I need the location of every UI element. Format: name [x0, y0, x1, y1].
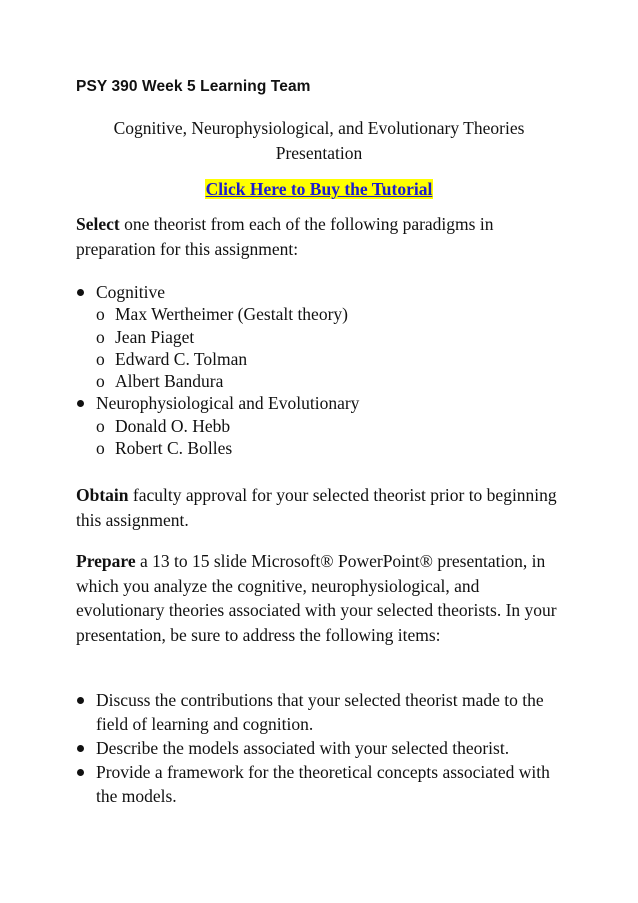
- prepare-lead: Prepare: [76, 551, 136, 571]
- subtitle-line-1: Cognitive, Neurophysiological, and Evolutionary Theories: [113, 118, 525, 138]
- paradigm-item-cognitive: [76, 281, 359, 303]
- document-heading: PSY 390 Week 5 Learning Team: [76, 78, 311, 95]
- paradigm-list: [76, 281, 359, 459]
- subtitle-line-2: Presentation: [275, 143, 363, 163]
- theorist-name: Max Wertheimer (Gestalt theory): [115, 304, 348, 325]
- requirement-item: [76, 688, 566, 736]
- theorist-name: Donald O. Hebb: [115, 415, 231, 436]
- obtain-text: faculty approval for your selected theorist prior to beginning this assignment.: [76, 485, 557, 530]
- buy-tutorial-link[interactable]: Click Here to Buy the Tutorial: [205, 179, 433, 199]
- select-paragraph: [76, 212, 566, 261]
- bullet-icon: [77, 745, 84, 752]
- select-text: one theorist from each of the following paradigms in preparation for this assignment:: [76, 214, 494, 259]
- bullet-icon: [77, 400, 84, 407]
- requirement-item: [76, 760, 566, 808]
- theorist-name: Albert Bandura: [115, 371, 224, 392]
- bullet-icon: [77, 289, 84, 296]
- sub-bullet-icon: o: [96, 304, 105, 325]
- obtain-paragraph: [76, 483, 566, 532]
- theorist-item: [76, 348, 359, 370]
- theorist-name: Edward C. Tolman: [115, 348, 248, 369]
- document-subtitle: [76, 116, 562, 166]
- buy-link-container: [0, 177, 638, 201]
- theorist-item: [76, 326, 359, 348]
- theorist-item: [76, 303, 359, 325]
- select-lead: Select: [76, 214, 120, 234]
- theorist-name: Jean Piaget: [115, 326, 195, 347]
- sub-bullet-icon: o: [96, 415, 105, 436]
- requirement-text: Provide a framework for the theoretical concepts associated with the models.: [96, 762, 550, 806]
- requirement-text: Describe the models associated with your selected theorist.: [96, 738, 510, 758]
- requirement-text: Discuss the contributions that your selected theorist made to the field of learning and cognition.: [96, 690, 544, 734]
- paradigm-label: Neurophysiological and Evolutionary: [96, 393, 360, 414]
- sub-bullet-icon: o: [96, 326, 105, 347]
- sub-bullet-icon: o: [96, 371, 105, 392]
- sub-bullet-icon: o: [96, 438, 105, 459]
- sub-bullet-icon: o: [96, 348, 105, 369]
- bullet-icon: [77, 697, 84, 704]
- theorist-item: [76, 415, 359, 437]
- prepare-text: a 13 to 15 slide Microsoft® PowerPoint® presentation, in which you analyze the cognitive, neurophysiological, and evolutionary theories associated with your selected theorists. In your presentation, be sure to address the following items:: [76, 551, 557, 645]
- theorist-name: Robert C. Bolles: [115, 438, 233, 459]
- theorist-item: [76, 437, 359, 459]
- obtain-lead: Obtain: [76, 485, 129, 505]
- requirement-item: [76, 736, 566, 760]
- prepare-paragraph: [76, 549, 566, 647]
- paradigm-label: Cognitive: [96, 282, 166, 302]
- bullet-icon: [77, 769, 84, 776]
- requirements-list: [76, 688, 566, 808]
- theorist-item: [76, 370, 359, 392]
- paradigm-item-neurophysiological: [76, 392, 359, 414]
